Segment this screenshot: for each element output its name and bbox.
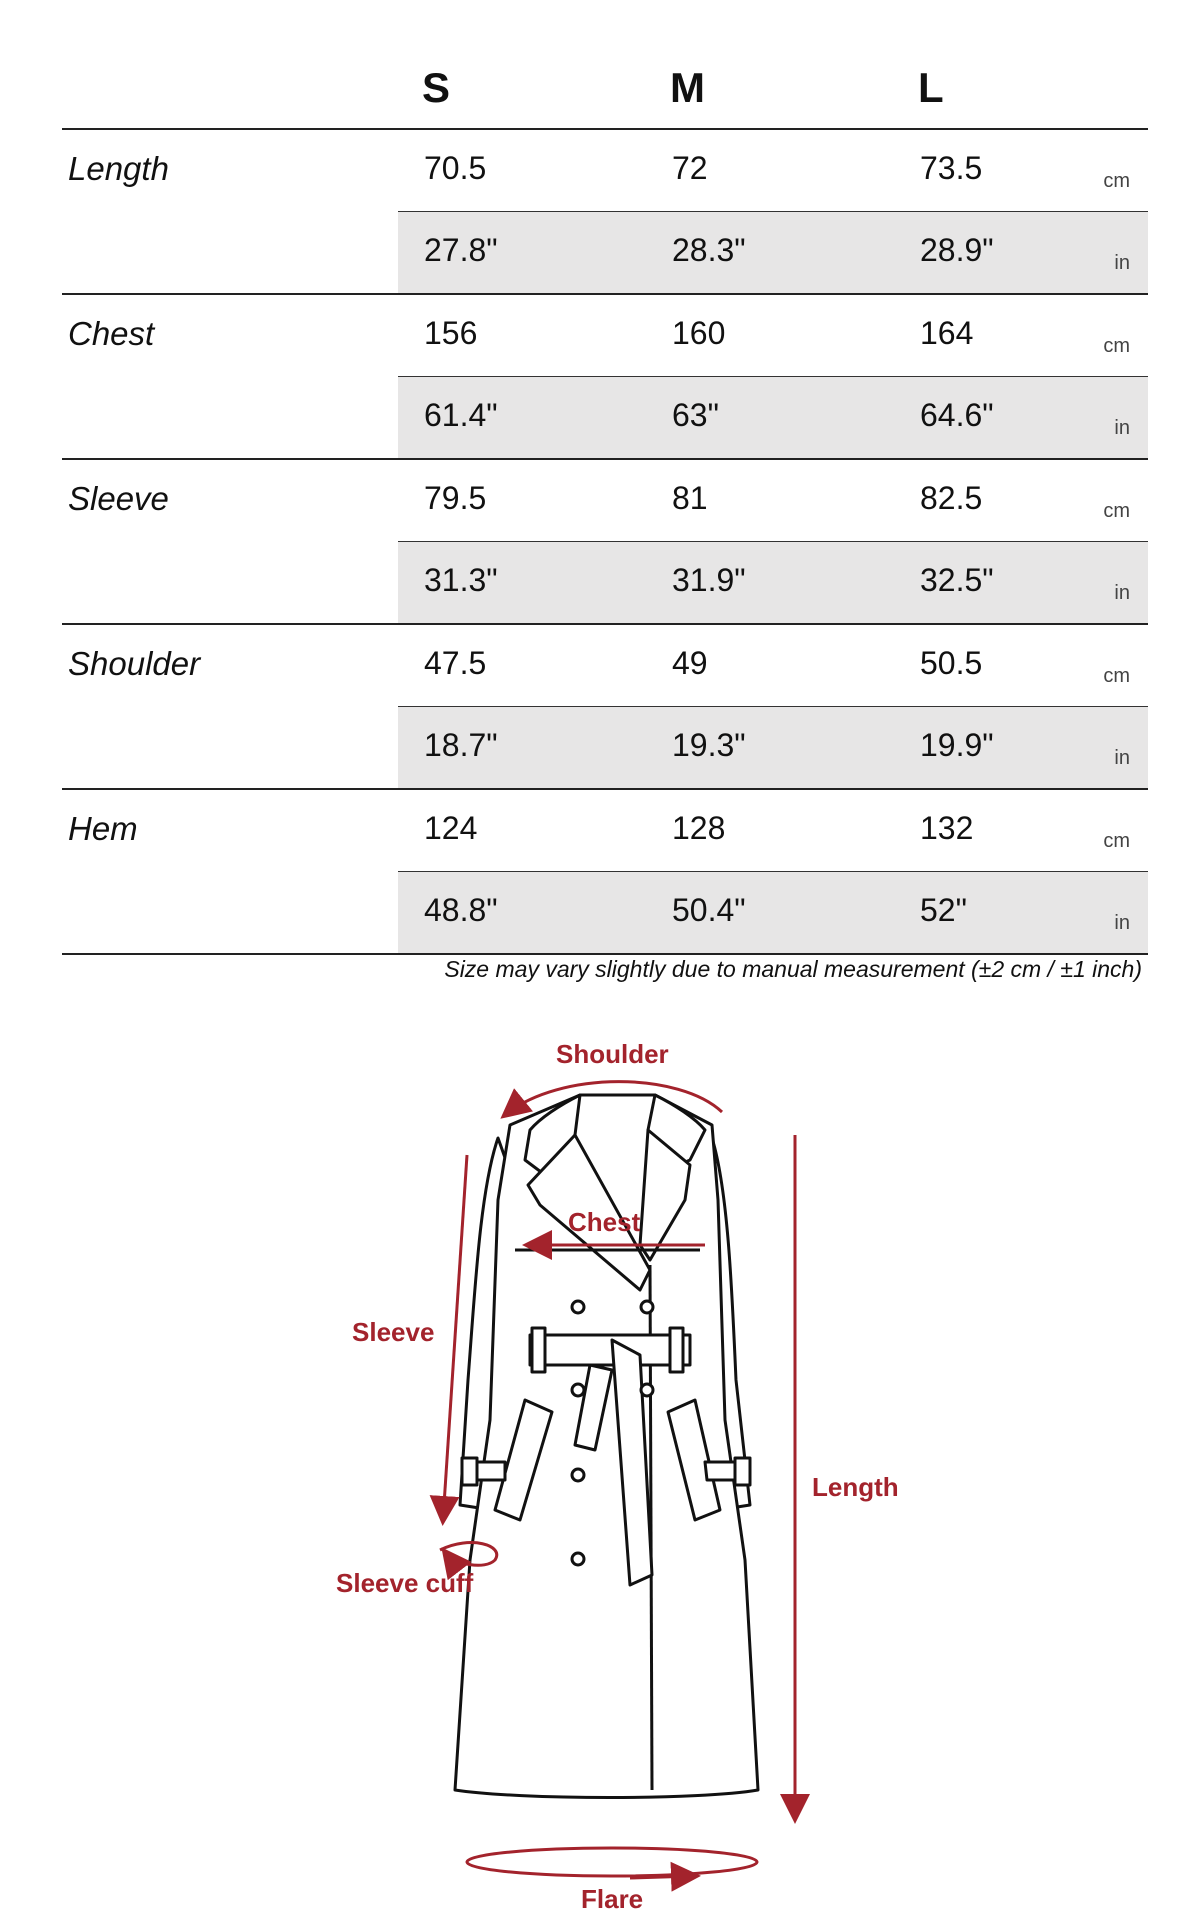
table-row-chest-in — [62, 377, 1148, 460]
row-label-hem: Hem — [68, 810, 138, 847]
cell-value: 124 — [424, 810, 478, 846]
cell-value: 64.6" — [920, 397, 994, 433]
size-chart-table — [62, 50, 1148, 955]
table-row-shoulder-cm — [62, 625, 1148, 707]
diagram-label-shoulder: Shoulder — [556, 1039, 669, 1069]
diagram-label-flare: Flare — [581, 1884, 644, 1914]
cell-value: 61.4" — [424, 397, 498, 433]
unit-label-cm: cm — [1103, 830, 1130, 852]
cell-value: 47.5 — [424, 645, 487, 681]
cell-value: 128 — [672, 810, 726, 846]
unit-label-in: in — [1114, 417, 1130, 439]
unit-label-cm: cm — [1103, 665, 1130, 687]
cell-value: 32.5" — [920, 562, 994, 598]
table-row-hem-cm — [62, 790, 1148, 872]
cell-value: 31.9" — [672, 562, 746, 598]
cell-value: 49 — [672, 645, 708, 681]
row-label-length: Length — [68, 150, 169, 187]
cell-value: 18.7" — [424, 727, 498, 763]
row-label-chest: Chest — [68, 315, 155, 352]
cell-value: 79.5 — [424, 480, 487, 516]
table-row-shoulder-in — [62, 707, 1148, 790]
diagram-label-length: Length — [812, 1472, 899, 1502]
unit-label-cm: cm — [1103, 170, 1130, 192]
row-label-sleeve: Sleeve — [68, 480, 169, 517]
table-row-sleeve-cm — [62, 460, 1148, 542]
measurement-note: Size may vary slightly due to manual measurement (±2 cm / ±1 inch) — [444, 956, 1142, 982]
trench-coat-illustration — [455, 1095, 758, 1798]
diagram-label-sleeve-cuff: Sleeve cuff — [336, 1568, 474, 1598]
table-row-length-cm — [62, 130, 1148, 212]
cell-value: 160 — [672, 315, 726, 351]
cell-value: 50.5 — [920, 645, 983, 681]
cell-value: 81 — [672, 480, 708, 516]
table-row-hem-in — [62, 872, 1148, 955]
cell-value: 19.3" — [672, 727, 746, 763]
unit-label-in: in — [1114, 582, 1130, 604]
cell-value: 156 — [424, 315, 478, 351]
size-header-l: L — [918, 64, 944, 111]
cell-value: 82.5 — [920, 480, 983, 516]
table-row-chest-cm — [62, 295, 1148, 377]
row-label-shoulder: Shoulder — [68, 645, 201, 682]
cell-value: 164 — [920, 315, 974, 351]
flare-ellipse — [467, 1848, 757, 1876]
cell-value: 50.4" — [672, 892, 746, 928]
cell-value: 73.5 — [920, 150, 983, 186]
table-row-sleeve-in — [62, 542, 1148, 625]
cell-value: 70.5 — [424, 150, 487, 186]
cell-value: 31.3" — [424, 562, 498, 598]
cell-value: 27.8" — [424, 232, 498, 268]
cell-value: 63" — [672, 397, 719, 433]
unit-label-cm: cm — [1103, 335, 1130, 357]
flare-arrow — [630, 1876, 695, 1878]
coat-measurement-diagram — [0, 1000, 1200, 1920]
cell-value: 72 — [672, 150, 708, 186]
cell-value: 52" — [920, 892, 967, 928]
cell-value: 19.9" — [920, 727, 994, 763]
diagram-label-chest: Chest — [568, 1207, 641, 1237]
diagram-label-sleeve: Sleeve — [352, 1317, 435, 1347]
cell-value: 28.3" — [672, 232, 746, 268]
cell-value: 48.8" — [424, 892, 498, 928]
cell-value: 132 — [920, 810, 974, 846]
size-header-s: S — [422, 64, 451, 111]
unit-label-in: in — [1114, 252, 1130, 274]
table-row-length-in — [62, 212, 1148, 295]
unit-label-in: in — [1114, 912, 1130, 934]
size-header-row — [62, 50, 1148, 130]
unit-label-in: in — [1114, 747, 1130, 769]
cell-value: 28.9" — [920, 232, 994, 268]
unit-label-cm: cm — [1103, 500, 1130, 522]
size-header-m: M — [670, 64, 705, 111]
